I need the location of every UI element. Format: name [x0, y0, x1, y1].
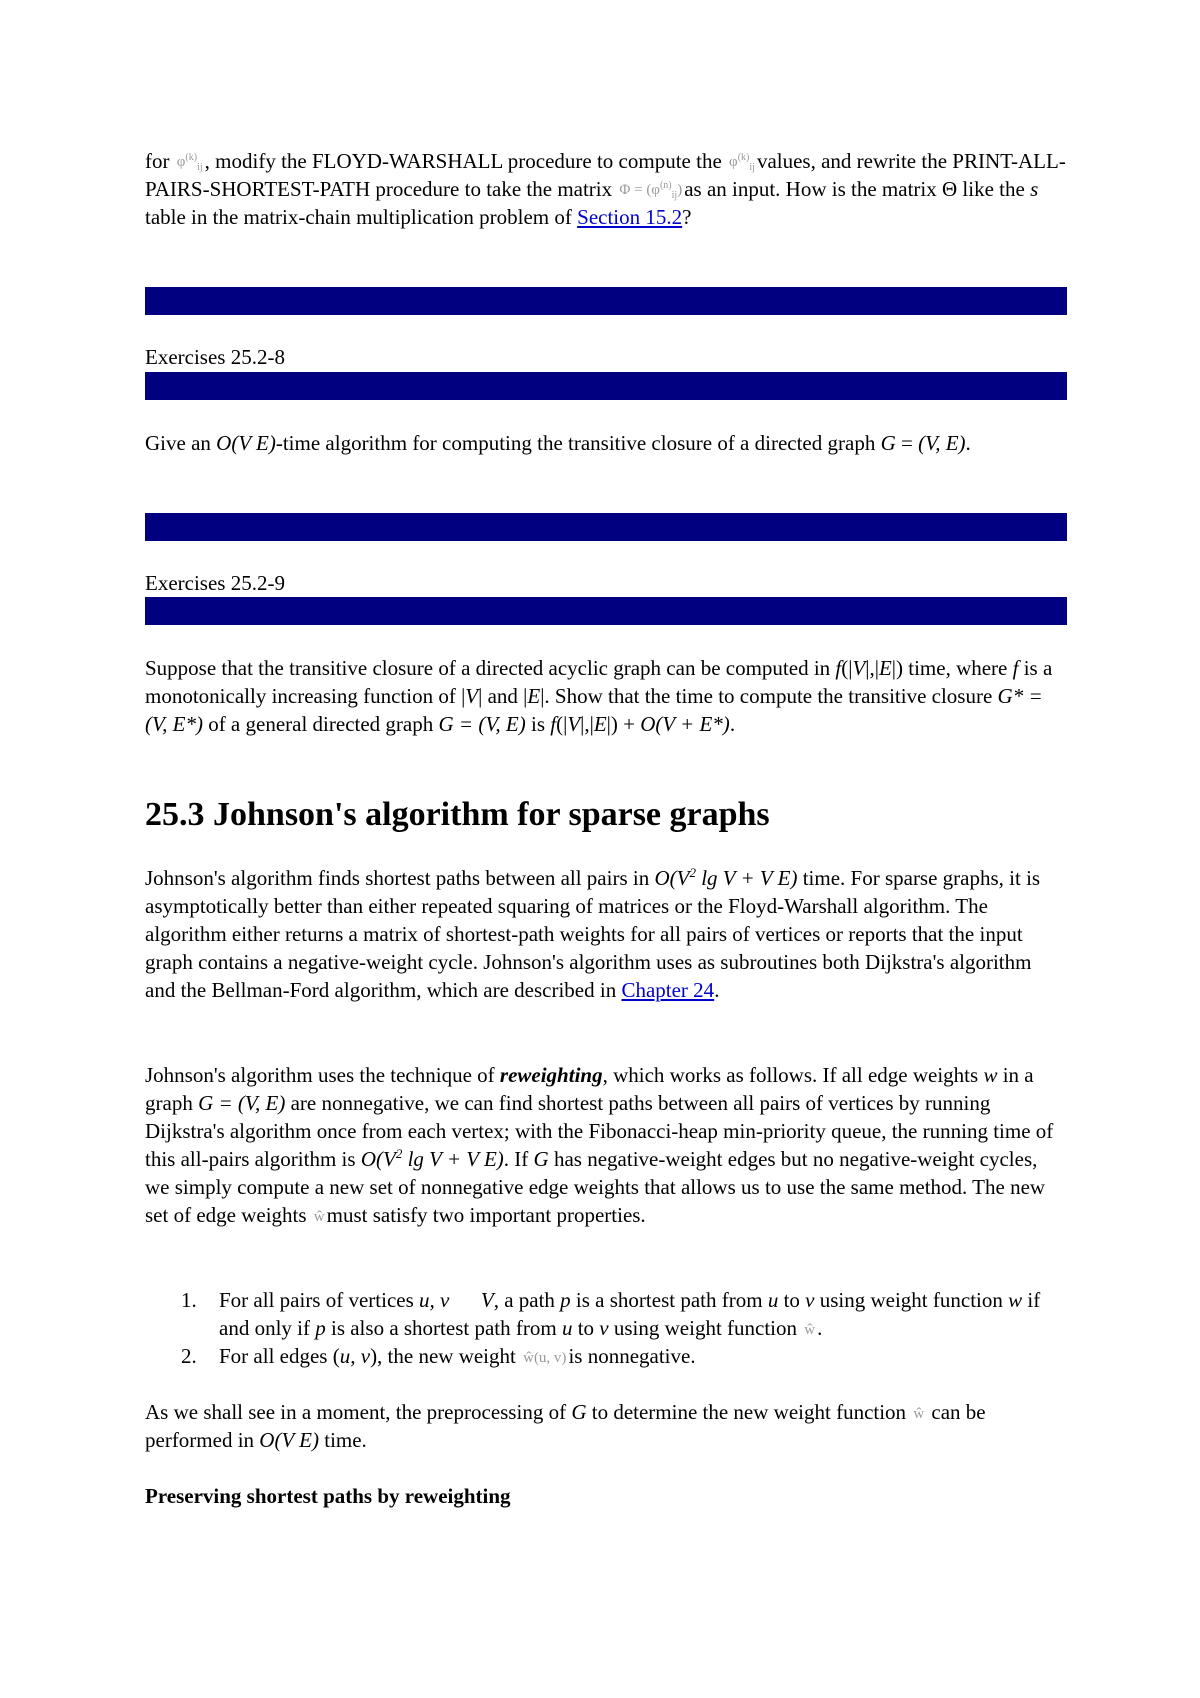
text: , modify the FLOYD-WARSHALL procedure to compute the — [204, 149, 728, 173]
w-hat-image: ŵ — [313, 1208, 325, 1225]
term-reweighting: reweighting — [499, 1063, 603, 1087]
text: values, and rewrite the PRINT-ALL-PAIRS-SHORTEST-PATH procedure to take the matrix — [145, 149, 1066, 201]
exercise-25-2-8-label: Exercises 25.2-8 — [145, 345, 285, 369]
phi-matrix-image: $\Phi = (\varphi^{(n)}_{ij})$ — [619, 180, 683, 202]
w-hat-uv-image: ŵ(u, v) — [523, 1349, 567, 1366]
chapter-24-link[interactable]: Chapter 24 — [621, 978, 715, 1002]
list-item: 2. For all edges (u, v), the new weight ŵ(u, v)is nonnegative. — [181, 1344, 696, 1368]
divider-bar — [145, 287, 1067, 315]
list-item: 1. For all pairs of vertices u, v V, a path p is a shortest path from u to v using weight function w if and only if p is also a shortest path from u to v using weight function ŵ. — [181, 1288, 1041, 1340]
exercise-25-2-9-label: Exercises 25.2-9 — [145, 571, 285, 595]
divider-bar — [145, 372, 1067, 400]
section-15-2-link[interactable]: Section 15.2 — [577, 205, 683, 229]
w-hat-image: ŵ — [913, 1405, 925, 1422]
text: for — [145, 149, 175, 173]
phi-k-ij-image: $\varphi^{(k)}_{ij}$ — [176, 152, 203, 174]
intro-paragraph — [145, 147, 1067, 231]
phi-k-ij-image: $\varphi^{(k)}_{ij}$ — [729, 152, 755, 174]
reweighting-paragraph: Johnson's algorithm uses the technique of reweighting, which works as follows. If all edge weights w in a graph G = (V, E) are nonnegative, we can find shortest paths between all pairs of vertices by running Dijkstra's algorithm once from each vertex; with the Fibonacci-heap min-priority queue, the running time of this all-pairs algorithm is $O(V^2$ lg V + V E). If G has negative-weight edges but no negative-weight cycles, we simply compute a new set of nonnegative edge weights that allows us to use the same method. The new set of edge weights ŵmust satisfy two important properties. — [145, 1063, 1054, 1227]
exercise-25-2-8-text: Give an O(V E)-time algorithm for computing the transitive closure of a directed graph G = (V, E). — [145, 431, 971, 455]
text: table in the matrix-chain multiplication problem of — [145, 205, 578, 229]
properties-list — [145, 1286, 1067, 1370]
exercise-25-2-9-text: Suppose that the transitive closure of a directed acyclic graph can be computed in f(|V|,|E|) time, where f is a monotonically increasing function of |V| and |E|. Show that the time to compute the transitive closure G* = (V, E*) of a general directed graph G = (V, E) is f(|V|,|E|) + O(V + E*). — [145, 656, 1053, 736]
subheading: Preserving shortest paths by reweighting — [145, 1484, 511, 1508]
divider-bar — [145, 513, 1067, 541]
text: ? — [682, 205, 692, 229]
johnson-intro-paragraph: Johnson's algorithm finds shortest paths between all pairs in $O(V^2$ lg V + V E) time. For sparse graphs, it is asymptotically better than either repeated squaring of matrices or the Floyd-Warshall algorithm. The algorithm either returns a matrix of shortest-path weights for all pairs of vertices or reports that the input graph contains a negative-weight cycle. Johnson's algorithm uses as subroutines both Dijkstra's algorithm and the Bellman-Ford algorithm, which are described in Chapter 24. — [145, 865, 1041, 1002]
section-heading: 25.3 Johnson's algorithm for sparse graphs — [145, 796, 770, 833]
w-hat-image: ŵ — [804, 1321, 816, 1338]
divider-bar — [145, 597, 1067, 625]
text: as an input. How is the matrix Θ like the — [684, 177, 1031, 201]
preprocessing-paragraph: As we shall see in a moment, the preprocessing of G to determine the new weight function ŵ can be performed in O(V E) time. — [145, 1400, 986, 1452]
math-var: s — [1030, 177, 1039, 201]
